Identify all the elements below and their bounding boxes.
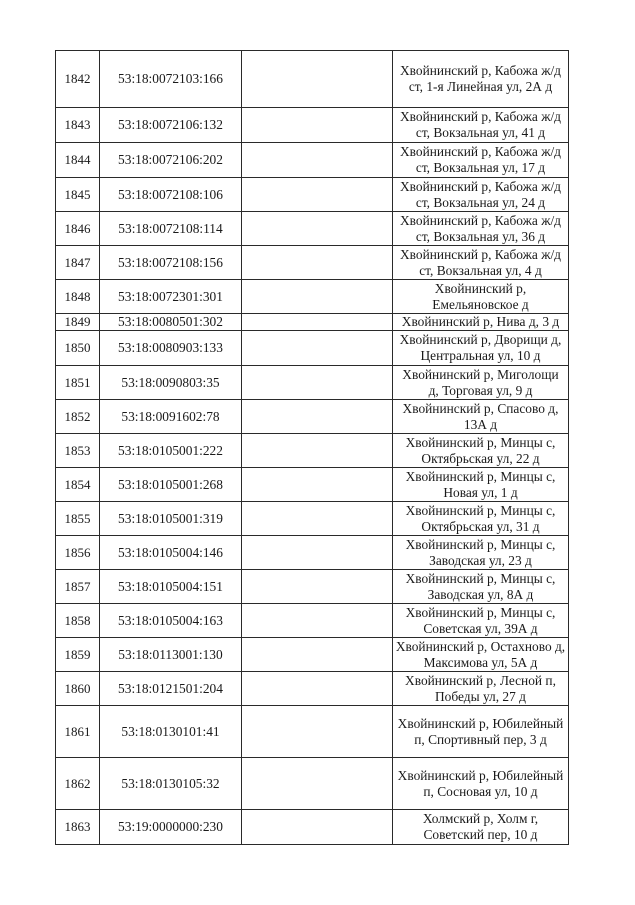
cadastral-number: 53:19:0000000:230 xyxy=(100,810,242,845)
empty-cell xyxy=(242,280,393,314)
row-number: 1847 xyxy=(56,246,100,280)
table-row xyxy=(56,468,569,502)
empty-cell xyxy=(242,810,393,845)
empty-cell xyxy=(242,212,393,246)
row-number: 1859 xyxy=(56,638,100,672)
row-number: 1844 xyxy=(56,143,100,178)
address: Хвойнинский р, Минцы с, Октябрьская ул, 31 д xyxy=(393,502,569,536)
row-number: 1842 xyxy=(56,51,100,108)
cadastral-number: 53:18:0130101:41 xyxy=(100,706,242,758)
empty-cell xyxy=(242,434,393,468)
row-number: 1852 xyxy=(56,400,100,434)
cadastral-number: 53:18:0072108:114 xyxy=(100,212,242,246)
table-row xyxy=(56,604,569,638)
table-row xyxy=(56,706,569,758)
table-row xyxy=(56,314,569,331)
cadastral-number: 53:18:0072103:166 xyxy=(100,51,242,108)
empty-cell xyxy=(242,246,393,280)
table-row xyxy=(56,108,569,143)
empty-cell xyxy=(242,51,393,108)
row-number: 1861 xyxy=(56,706,100,758)
empty-cell xyxy=(242,758,393,810)
row-number: 1854 xyxy=(56,468,100,502)
empty-cell xyxy=(242,314,393,331)
address: Хвойнинский р, Минцы с, Советская ул, 39А д xyxy=(393,604,569,638)
address: Хвойнинский р, Кабожа ж/д ст, 1-я Линейная ул, 2А д xyxy=(393,51,569,108)
table-row xyxy=(56,400,569,434)
address: Хвойнинский р, Спасово д, 13А д xyxy=(393,400,569,434)
empty-cell xyxy=(242,570,393,604)
address: Хвойнинский р, Минцы с, Новая ул, 1 д xyxy=(393,468,569,502)
address: Хвойнинский р, Кабожа ж/д ст, Вокзальная ул, 17 д xyxy=(393,143,569,178)
cadastral-number: 53:18:0072106:202 xyxy=(100,143,242,178)
cadastral-number: 53:18:0072301:301 xyxy=(100,280,242,314)
address: Хвойнинский р, Юбилейный п, Сосновая ул, 10 д xyxy=(393,758,569,810)
table-row xyxy=(56,810,569,845)
row-number: 1855 xyxy=(56,502,100,536)
address: Хвойнинский р, Миголощи д, Торговая ул, 9 д xyxy=(393,366,569,400)
table-row xyxy=(56,758,569,810)
table-row xyxy=(56,280,569,314)
table-row xyxy=(56,366,569,400)
empty-cell xyxy=(242,706,393,758)
address: Хвойнинский р, Кабожа ж/д ст, Вокзальная ул, 4 д xyxy=(393,246,569,280)
table-row xyxy=(56,246,569,280)
empty-cell xyxy=(242,604,393,638)
table-row xyxy=(56,143,569,178)
empty-cell xyxy=(242,331,393,366)
row-number: 1848 xyxy=(56,280,100,314)
empty-cell xyxy=(242,366,393,400)
row-number: 1860 xyxy=(56,672,100,706)
cadastral-number: 53:18:0080903:133 xyxy=(100,331,242,366)
address: Хвойнинский р, Остахново д, Максимова ул, 5А д xyxy=(393,638,569,672)
address: Холмский р, Холм г, Советский пер, 10 д xyxy=(393,810,569,845)
cadastral-number: 53:18:0091602:78 xyxy=(100,400,242,434)
empty-cell xyxy=(242,108,393,143)
cadastral-number: 53:18:0105001:222 xyxy=(100,434,242,468)
cadastral-number: 53:18:0105004:146 xyxy=(100,536,242,570)
table-row xyxy=(56,51,569,108)
address: Хвойнинский р, Кабожа ж/д ст, Вокзальная ул, 41 д xyxy=(393,108,569,143)
empty-cell xyxy=(242,400,393,434)
empty-cell xyxy=(242,502,393,536)
address: Хвойнинский р, Юбилейный п, Спортивный пер, 3 д xyxy=(393,706,569,758)
cadastral-number: 53:18:0105004:151 xyxy=(100,570,242,604)
row-number: 1851 xyxy=(56,366,100,400)
cadastral-number: 53:18:0113001:130 xyxy=(100,638,242,672)
row-number: 1862 xyxy=(56,758,100,810)
cadastral-number: 53:18:0130105:32 xyxy=(100,758,242,810)
cadastral-number: 53:18:0090803:35 xyxy=(100,366,242,400)
empty-cell xyxy=(242,536,393,570)
cadastral-number: 53:18:0072108:156 xyxy=(100,246,242,280)
row-number: 1853 xyxy=(56,434,100,468)
cadastral-number: 53:18:0105001:268 xyxy=(100,468,242,502)
table-row xyxy=(56,638,569,672)
cadastral-number: 53:18:0121501:204 xyxy=(100,672,242,706)
table-row xyxy=(56,178,569,212)
row-number: 1849 xyxy=(56,314,100,331)
empty-cell xyxy=(242,143,393,178)
table-row xyxy=(56,536,569,570)
cadastral-number: 53:18:0105004:163 xyxy=(100,604,242,638)
address: Хвойнинский р, Минцы с, Октябрьская ул, 22 д xyxy=(393,434,569,468)
empty-cell xyxy=(242,638,393,672)
address: Хвойнинский р, Дворищи д, Центральная ул, 10 д xyxy=(393,331,569,366)
empty-cell xyxy=(242,468,393,502)
row-number: 1850 xyxy=(56,331,100,366)
cadastral-number: 53:18:0080501:302 xyxy=(100,314,242,331)
address: Хвойнинский р, Нива д, 3 д xyxy=(393,314,569,331)
table-body xyxy=(56,51,569,845)
row-number: 1858 xyxy=(56,604,100,638)
address: Хвойнинский р, Кабожа ж/д ст, Вокзальная ул, 36 д xyxy=(393,212,569,246)
address: Хвойнинский р, Минцы с, Заводская ул, 23 д xyxy=(393,536,569,570)
row-number: 1863 xyxy=(56,810,100,845)
table-row xyxy=(56,434,569,468)
address: Хвойнинский р, Минцы с, Заводская ул, 8А д xyxy=(393,570,569,604)
row-number: 1845 xyxy=(56,178,100,212)
cadastral-number: 53:18:0105001:319 xyxy=(100,502,242,536)
row-number: 1856 xyxy=(56,536,100,570)
address: Хвойнинский р, Лесной п, Победы ул, 27 д xyxy=(393,672,569,706)
row-number: 1843 xyxy=(56,108,100,143)
table-row xyxy=(56,331,569,366)
empty-cell xyxy=(242,178,393,212)
table-row xyxy=(56,570,569,604)
row-number: 1857 xyxy=(56,570,100,604)
cadastral-number: 53:18:0072108:106 xyxy=(100,178,242,212)
property-table xyxy=(55,50,569,845)
cadastral-number: 53:18:0072106:132 xyxy=(100,108,242,143)
table-row xyxy=(56,502,569,536)
address: Хвойнинский р, Кабожа ж/д ст, Вокзальная ул, 24 д xyxy=(393,178,569,212)
empty-cell xyxy=(242,672,393,706)
row-number: 1846 xyxy=(56,212,100,246)
table-row xyxy=(56,672,569,706)
address: Хвойнинский р, Емельяновское д xyxy=(393,280,569,314)
table-row xyxy=(56,212,569,246)
